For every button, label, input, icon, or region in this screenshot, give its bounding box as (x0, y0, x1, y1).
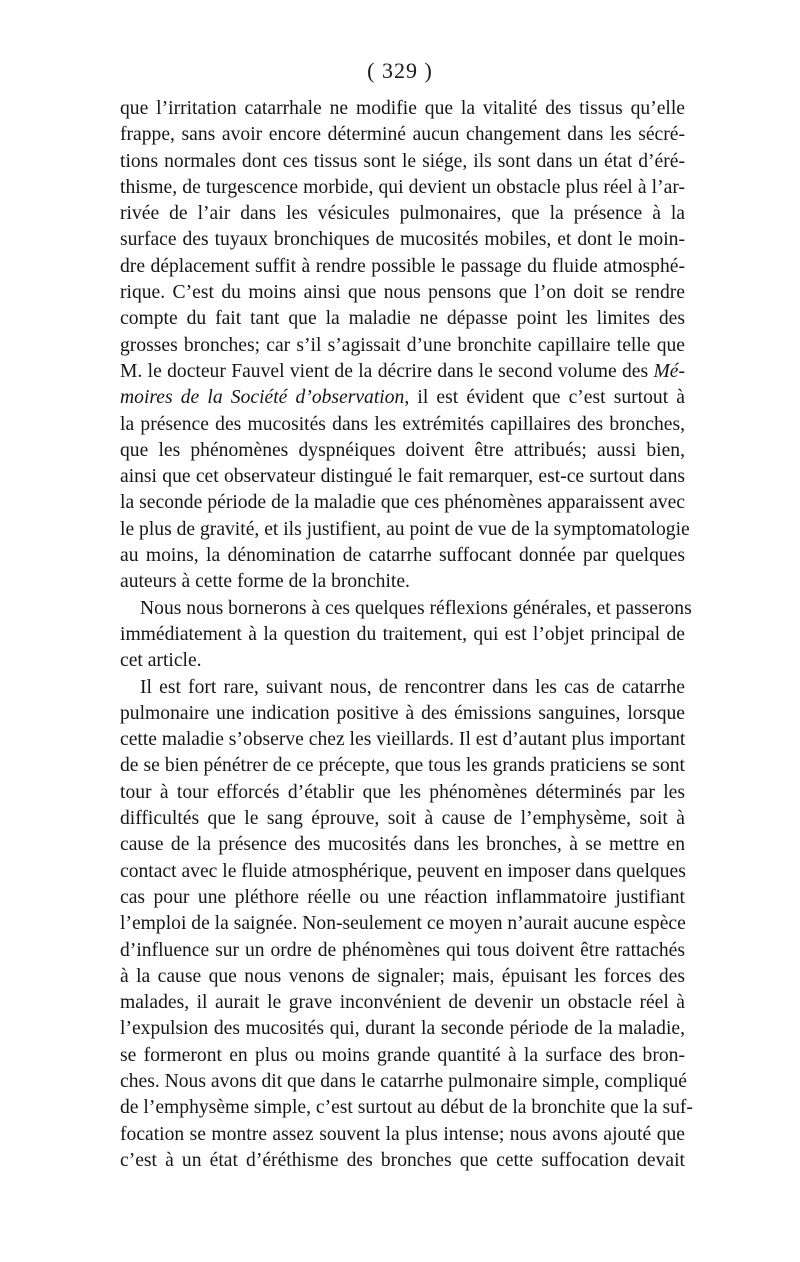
text-segment: M. le docteur Fauvel vient de la décrire dans le second volume des (120, 360, 654, 382)
text-line: ches. Nous avons dit que dans le catarrhe pulmonaire simple, compliqué (120, 1070, 687, 1092)
text-line: à la cause que nous venons de signaler; mais, épuisant les forces des (120, 965, 685, 987)
text-line: Nous nous bornerons à ces quelques réflexions générales, et passerons (140, 597, 692, 619)
text-line: immédiatement à la question du traitement, qui est l’objet principal de (120, 623, 685, 645)
italic-title: Mé- (653, 360, 685, 382)
text-line: frappe, sans avoir encore déterminé aucun changement dans les sécré- (120, 124, 685, 146)
text-line: focation se montre assez souvent la plus intense; nous avons ajouté que (120, 1123, 685, 1145)
text-line: l’expulsion des mucosités qui, durant la seconde période de la maladie, (120, 1018, 685, 1040)
text-line: ainsi que cet observateur distingué le fait remarquer, est-ce surtout dans (120, 466, 685, 488)
text-line: contact avec le fluide atmosphérique, peuvent en imposer dans quelques (120, 860, 686, 882)
text-line: tions normales dont ces tissus sont le siége, ils sont dans un état d’éré- (120, 150, 685, 172)
text-line: surface des tuyaux bronchiques de mucosités mobiles, et dont le moin- (120, 229, 685, 251)
text-line: compte du fait tant que la maladie ne dépasse point les limites des (120, 308, 685, 330)
text-line: grosses bronches; car s’il s’agissait d’une bronchite capillaire telle que (120, 334, 685, 356)
page-number: ( 329 ) (367, 58, 433, 83)
text-line: la présence des mucosités dans les extrémités capillaires des bronches, (120, 413, 685, 435)
text-line: se formeront en plus ou moins grande quantité à la surface des bron- (120, 1044, 685, 1066)
text-line (120, 359, 685, 385)
text-line: pulmonaire une indication positive à des émissions sanguines, lorsque (120, 702, 685, 724)
body-text (120, 96, 693, 1174)
text-line: cause de la présence des mucosités dans les bronches, à se mettre en (120, 834, 685, 856)
text-line: le plus de gravité, et ils justifient, au point de vue de la symptomatologie (120, 518, 690, 540)
text-line: de l’emphysème simple, c’est surtout au début de la bronchite que la suf- (120, 1097, 693, 1119)
paragraph-3 (120, 675, 693, 1175)
text-line: thisme, de turgescence morbide, qui devient un obstacle plus réel à l’ar- (120, 176, 685, 198)
text-line: d’influence sur un ordre de phénomènes qui tous doivent être rattachés (120, 939, 685, 961)
text-segment: , il est évident que c’est surtout à (404, 387, 685, 409)
text-line: cette maladie s’observe chez les vieillards. Il est d’autant plus important (120, 729, 686, 751)
text-line: au moins, la dénomination de catarrhe suffocant donnée par quelques (120, 545, 685, 567)
text-line: la seconde période de la maladie que ces phénomènes apparaissent avec (120, 492, 685, 514)
text-line: de se bien pénétrer de ce précepte, que tous les grands praticiens se sont (120, 755, 685, 777)
text-line: c’est à un état d’éréthisme des bronches que cette suffocation devait (120, 1149, 685, 1171)
paragraph-2 (120, 596, 692, 675)
italic-title: moires de la Société d’observation (120, 387, 405, 409)
text-line: rivée de l’air dans les vésicules pulmonaires, que la présence à la (120, 203, 685, 225)
text-line (120, 385, 685, 411)
text-line: dre déplacement suffit à rendre possible le passage du fluide atmosphé- (120, 255, 685, 277)
text-line: que les phénomènes dyspnéiques doivent être attribués; aussi bien, (120, 439, 685, 461)
text-line: Il est fort rare, suivant nous, de rencontrer dans les cas de catarrhe (140, 676, 685, 698)
text-line: que l’irritation catarrhale ne modifie que la vitalité des tissus qu’elle (120, 98, 685, 119)
paragraph-1 (120, 96, 690, 596)
text-line: difficultés que le sang éprouve, soit à cause de l’emphysème, soit à (120, 808, 685, 830)
text-line: cet article. (120, 650, 202, 672)
text-line: l’emploi de la saignée. Non-seulement ce moyen n’aurait aucune espèce (120, 913, 686, 935)
text-line: tour à tour efforcés d’établir que les phénomènes déterminés par les (120, 781, 685, 803)
text-line: cas pour une pléthore réelle ou une réaction inflammatoire justifiant (120, 886, 685, 908)
text-line: rique. C’est du moins ainsi que nous pensons que l’on doit se rendre (120, 282, 685, 304)
text-line: auteurs à cette forme de la bronchite. (120, 571, 410, 593)
text-line: malades, il aurait le grave inconvénient de devenir un obstacle réel à (120, 992, 685, 1014)
